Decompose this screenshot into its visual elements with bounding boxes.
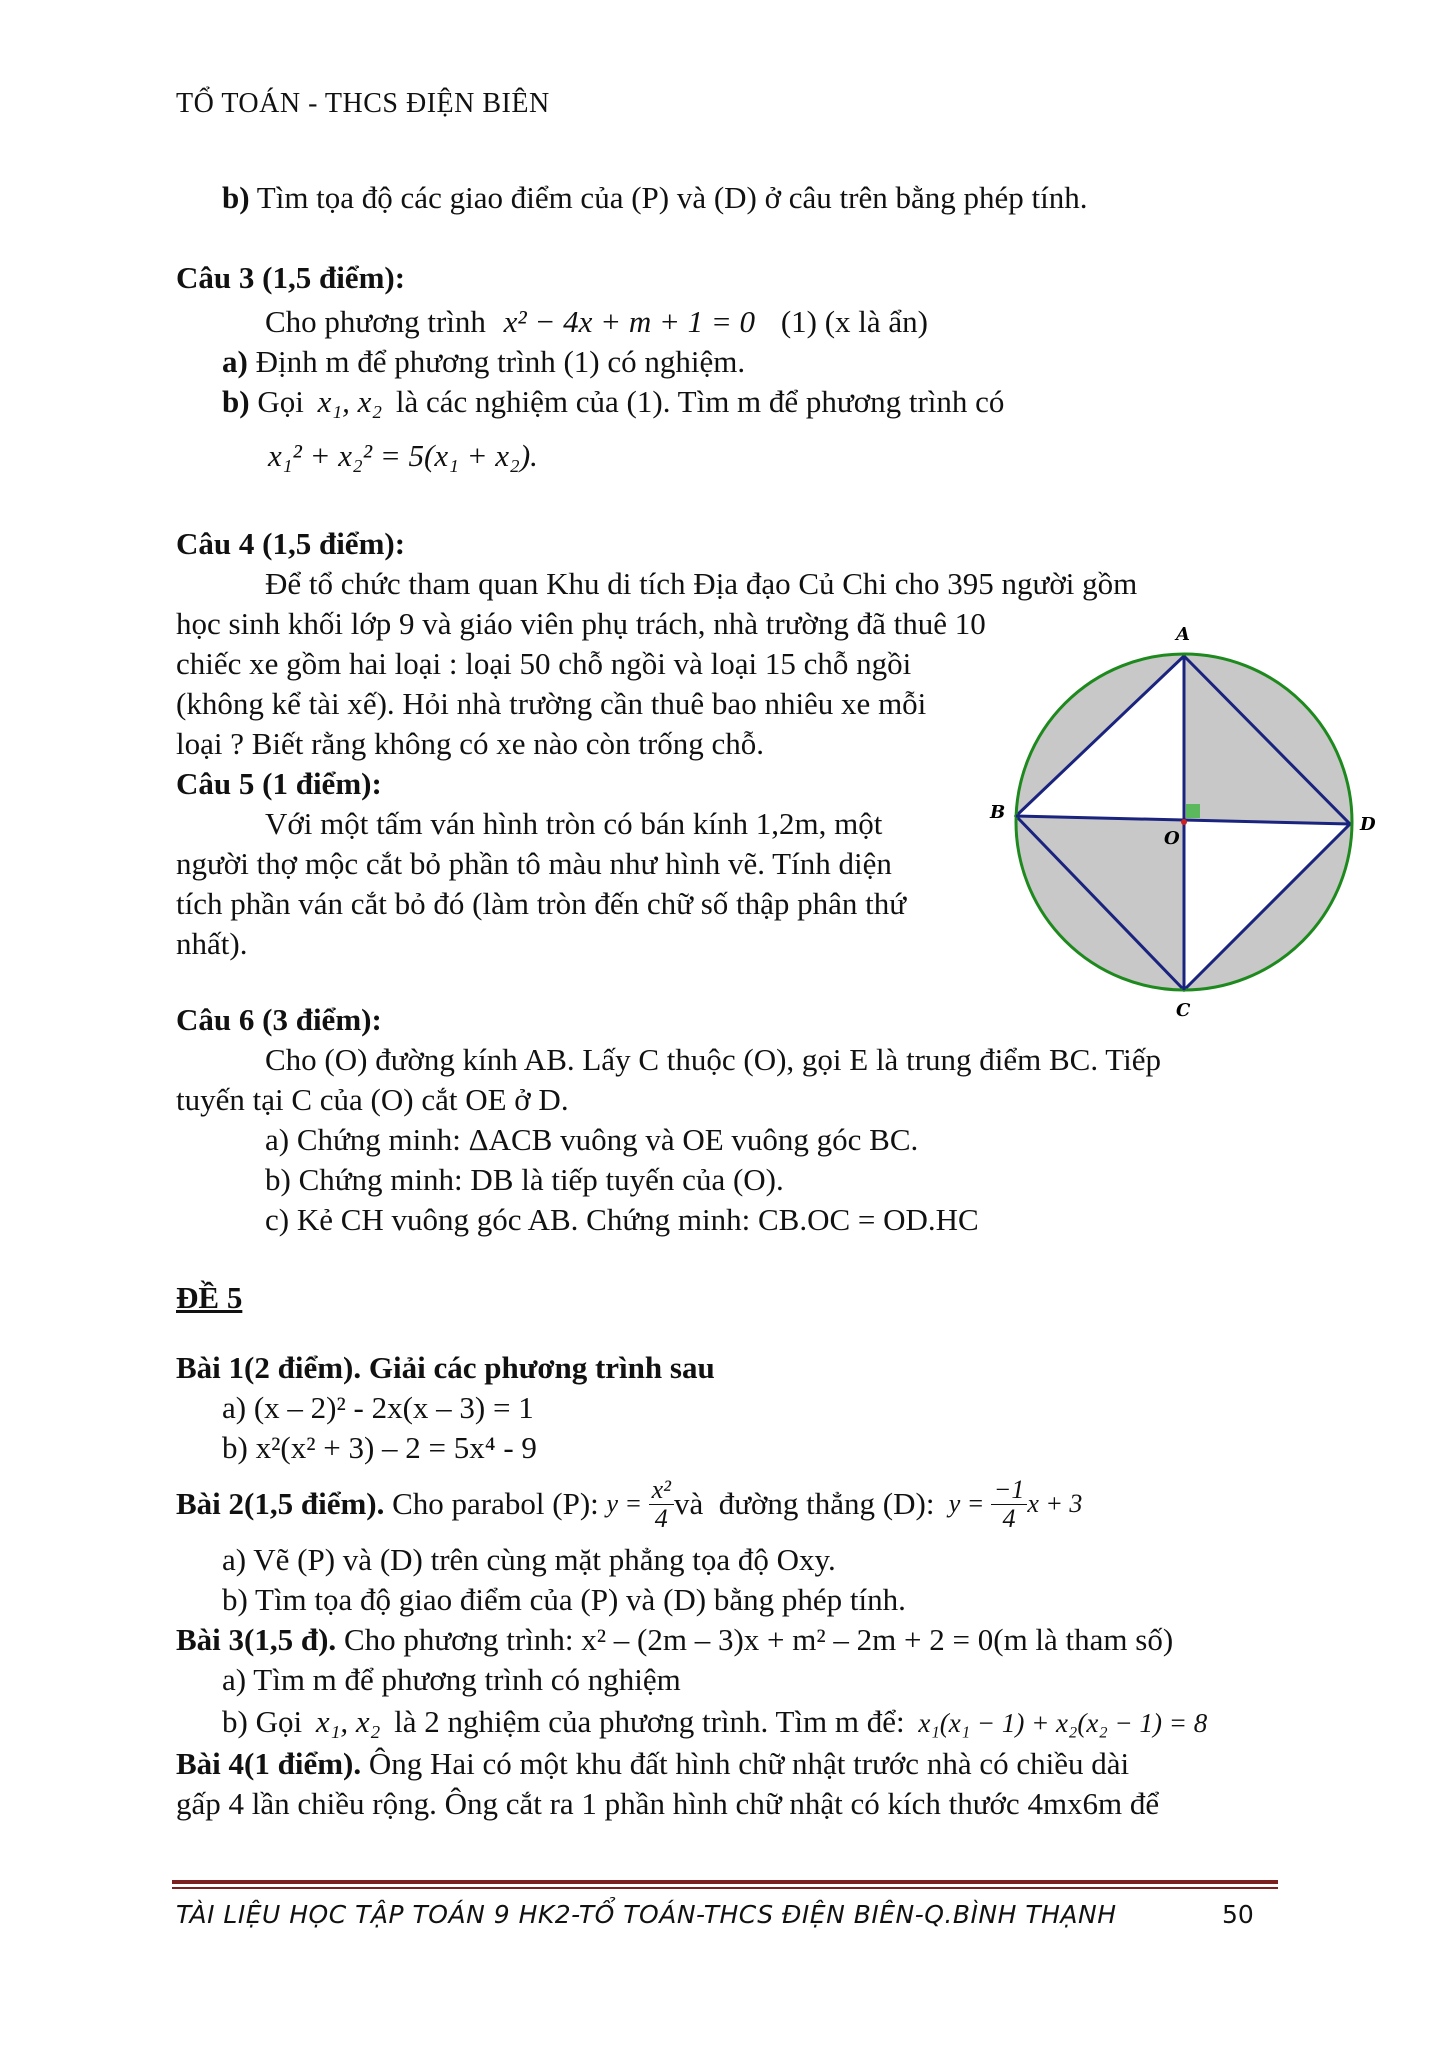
circle-square-figure <box>980 620 1380 1020</box>
question-title: Câu 3 (1,5 điểm): <box>176 260 406 295</box>
item-text: Định m để phương trình (1) có nghiệm. <box>247 344 746 379</box>
paragraph-line: (không kể tài xế). Hỏi nhà trường cần thuê bao nhiêu xe mỗi <box>176 686 927 721</box>
center-point <box>1181 819 1187 825</box>
item-text: b) Gọi <box>222 1704 303 1739</box>
label-d: D <box>1360 814 1376 835</box>
label-b: B <box>990 802 1006 823</box>
list-item: a) Chứng minh: ΔACB vuông và OE vuông góc BC. <box>265 1122 919 1157</box>
equation: x₁² + x₂² = 5(x₁ + x₂). <box>268 438 538 473</box>
list-item: b) Tìm tọa độ giao điểm của (P) và (D) bằng phép tính. <box>222 1582 906 1617</box>
exercise-title: Bài 4(1 điểm). <box>176 1746 362 1781</box>
equation: x² − 4x + m + 1 = 0 <box>503 304 756 339</box>
intro-text: Cho phương trình <box>265 304 486 339</box>
page-header: TỔ TOÁN - THCS ĐIỆN BIÊN <box>176 88 550 119</box>
list-item: a) Tìm m để phương trình có nghiệm <box>222 1662 681 1697</box>
paragraph-line: nhất). <box>176 926 248 961</box>
fraction <box>649 1476 674 1533</box>
question-line <box>222 178 1088 218</box>
item-label: a) <box>222 344 248 379</box>
paragraph-line: Với một tấm ván hình tròn có bán kính 1,2m, một <box>265 806 883 841</box>
page-number: 50 <box>1222 1900 1254 1929</box>
paragraph-line: gấp 4 lần chiều rộng. Ông cắt ra 1 phần hình chữ nhật có kích thước 4mx6m để <box>176 1786 1160 1821</box>
paragraph-line: tích phần ván cắt bỏ đó (làm tròn đến chữ số thập phân thứ <box>176 886 907 921</box>
exercise-text: Ông Hai có một khu đất hình chữ nhật trước nhà có chiều dài <box>361 1746 1130 1781</box>
question-line <box>222 342 745 382</box>
equation-tail: x + 3 <box>1027 1489 1083 1518</box>
list-item: a) Vẽ (P) và (D) trên cùng mặt phẳng tọa độ Oxy. <box>222 1542 836 1577</box>
label-a: A <box>1176 624 1190 645</box>
variables: x₁, x₂ <box>315 1704 381 1739</box>
paragraph-line: học sinh khối lớp 9 và giáo viên phụ trách, nhà trường đã thuê 10 <box>176 606 986 641</box>
item-text: là 2 nghiệm của phương trình. Tìm m để: <box>394 1704 905 1739</box>
list-item: b) Chứng minh: DB là tiếp tuyến của (O). <box>265 1162 784 1197</box>
exercise-line <box>176 1620 1173 1660</box>
paragraph-line: loại ? Biết rằng không có xe nào còn trống chỗ. <box>176 726 764 761</box>
paragraph-line: Cho (O) đường kính AB. Lấy C thuộc (O), gọi E là trung điểm BC. Tiếp <box>265 1042 1162 1077</box>
footer-rule-thick <box>172 1880 1278 1884</box>
exercise-title: Bài 1(2 điểm). Giải các phương trình sau <box>176 1350 715 1385</box>
label-c: C <box>1176 1000 1191 1020</box>
footer-rule-thin <box>172 1887 1278 1889</box>
item-label: b) <box>222 384 250 419</box>
numerator: x² <box>649 1476 674 1505</box>
exercise-text: và đường thẳng (D): <box>673 1486 943 1521</box>
question-line <box>265 302 928 342</box>
item-text: là các nghiệm của (1). Tìm m để phương trình có <box>395 384 1005 419</box>
paragraph-line: Để tổ chức tham quan Khu di tích Địa đạo Củ Chi cho 395 người gồm <box>265 566 1138 601</box>
list-item: b) x²(x² + 3) – 2 = 5x⁴ - 9 <box>222 1430 537 1465</box>
denominator: 4 <box>654 1503 668 1533</box>
paragraph-line: người thợ mộc cắt bỏ phần tô màu như hình vẽ. Tính diện <box>176 846 892 881</box>
denominator: 4 <box>1002 1503 1016 1533</box>
item-text: Tìm tọa độ các giao điểm của (P) và (D) ở câu trên bằng phép tính. <box>249 180 1088 215</box>
exercise-line <box>176 1744 1129 1784</box>
footer-text: TÀI LIỆU HỌC TẬP TOÁN 9 HK2-TỔ TOÁN-THCS ĐIỆN BIÊN-Q.BÌNH THẠNH <box>176 1900 1117 1929</box>
question-title: Câu 5 (1 điểm): <box>176 766 382 801</box>
exercise-line: Bài 2(1,5 điểm). Cho parabol (P): y = $\frac{\text{x²}}{4}$ và đường thẳng (D): y = $\frac{-1}{4}$ x + 3 <box>176 1474 1083 1533</box>
variables: x₁, x₂ <box>317 384 383 419</box>
numerator: −1 <box>991 1476 1028 1505</box>
question-title: Câu 6 (3 điểm): <box>176 1002 382 1037</box>
section-title: ĐỀ 5 <box>176 1280 243 1315</box>
list-item: a) (x – 2)² - 2x(x – 3) = 1 <box>222 1390 534 1425</box>
exercise-text: Cho phương trình: x² – (2m – 3)x + m² – 2m + 2 = 0(m là tham số) <box>336 1622 1174 1657</box>
label-o: O <box>1164 828 1180 849</box>
list-item <box>222 1702 1207 1743</box>
paragraph-line: tuyến tại C của (O) cắt OE ở D. <box>176 1082 569 1117</box>
equation: x₁(x₁ − 1) + x₂(x₂ − 1) = 8 <box>918 1708 1208 1738</box>
item-text: Gọi <box>249 384 304 419</box>
equation-tail: (1) (x là ẩn) <box>780 304 928 339</box>
exercise-title: Bài 2(1,5 điểm). <box>176 1486 385 1521</box>
question-title: Câu 4 (1,5 điểm): <box>176 526 406 561</box>
list-item: c) Kẻ CH vuông góc AB. Chứng minh: CB.OC = OD.HC <box>265 1202 979 1237</box>
right-angle-mark <box>1186 804 1200 818</box>
fraction <box>991 1476 1028 1533</box>
question-line <box>222 382 1004 422</box>
paragraph-line: chiếc xe gồm hai loại : loại 50 chỗ ngồi và loại 15 chỗ ngồi <box>176 646 912 681</box>
exercise-text: Cho parabol (P): <box>384 1486 607 1521</box>
item-label: b) <box>222 180 250 215</box>
exercise-title: Bài 3(1,5 đ). <box>176 1622 337 1657</box>
